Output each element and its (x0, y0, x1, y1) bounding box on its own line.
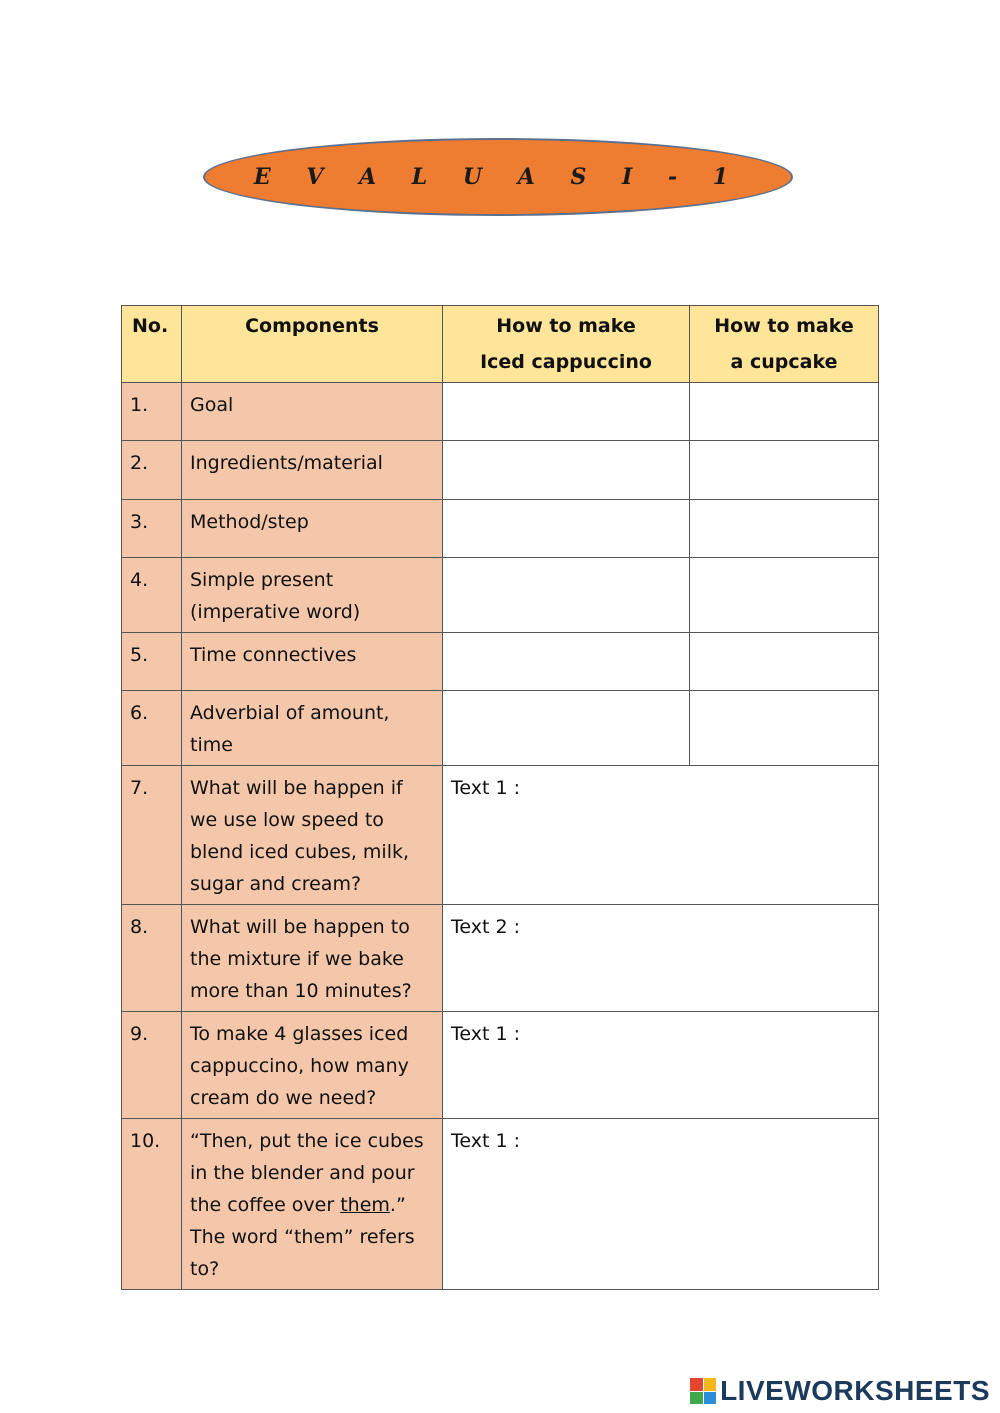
row-number: 9. (122, 1012, 182, 1119)
table-row (122, 500, 879, 558)
row-number: 3. (122, 500, 182, 558)
row-question (182, 1119, 443, 1290)
row-number: 6. (122, 691, 182, 766)
component-line2: (imperative word) (190, 601, 361, 623)
answer-cell-cupcake[interactable] (690, 383, 879, 441)
row-number: 8. (122, 905, 182, 1012)
header-col4-line1: How to make (714, 315, 854, 337)
table-header-row (122, 306, 879, 383)
header-no: No. (122, 306, 182, 383)
logo-square-yellow (704, 1378, 717, 1391)
answer-cell[interactable] (443, 905, 879, 1012)
row-component: Adverbial of amount, time (182, 691, 443, 766)
answer-cell[interactable] (443, 1119, 879, 1290)
row-component: Ingredients/material (182, 441, 443, 500)
header-cupcake (690, 306, 879, 383)
table-row (122, 1119, 879, 1290)
row-number: 1. (122, 383, 182, 441)
table-row (122, 905, 879, 1012)
question-underlined-word: them (340, 1194, 390, 1216)
answer-cell-cupcake[interactable] (690, 633, 879, 691)
table-row (122, 558, 879, 633)
answer-label: Text 1 : (451, 1023, 520, 1045)
row-component: Method/step (182, 500, 443, 558)
question-text-pre: “Then, put the ice cubes in the blender and pour the coffee over (190, 1130, 424, 1216)
row-number: 7. (122, 766, 182, 905)
row-component (182, 558, 443, 633)
answer-cell[interactable] (443, 1012, 879, 1119)
brand-name: LIVEWORKSHEETS (720, 1375, 990, 1406)
logo-icon (690, 1378, 716, 1404)
table-row (122, 633, 879, 691)
answer-cell-cupcake[interactable] (690, 500, 879, 558)
answer-cell-cupcake[interactable] (690, 441, 879, 500)
logo-square-green (690, 1392, 703, 1405)
table-row (122, 383, 879, 441)
row-question: To make 4 glasses iced cappuccino, how many cream do we need? (182, 1012, 443, 1119)
answer-cell-cappuccino[interactable] (443, 383, 690, 441)
answer-cell-cappuccino[interactable] (443, 558, 690, 633)
header-components: Components (182, 306, 443, 383)
answer-label: Text 1 : (451, 777, 520, 799)
logo-square-red (690, 1378, 703, 1391)
liveworksheets-logo (690, 1375, 990, 1407)
worksheet-title: E V A L U A S I - 1 (253, 164, 743, 190)
answer-label: Text 2 : (451, 916, 520, 938)
answer-cell-cupcake[interactable] (690, 558, 879, 633)
header-col4-line2: a cupcake (730, 351, 838, 373)
row-number: 2. (122, 441, 182, 500)
row-component: Goal (182, 383, 443, 441)
row-question: What will be happen if we use low speed to blend iced cubes, milk, sugar and cream? (182, 766, 443, 905)
answer-cell-cappuccino[interactable] (443, 500, 690, 558)
row-question: What will be happen to the mixture if we bake more than 10 minutes? (182, 905, 443, 1012)
answer-cell-cupcake[interactable] (690, 691, 879, 766)
row-number: 10. (122, 1119, 182, 1290)
logo-square-blue (704, 1392, 717, 1405)
header-col3-line1: How to make (496, 315, 636, 337)
row-component: Time connectives (182, 633, 443, 691)
title-banner (203, 138, 793, 216)
row-number: 4. (122, 558, 182, 633)
answer-cell-cappuccino[interactable] (443, 633, 690, 691)
table-row (122, 441, 879, 500)
header-iced-cappuccino (443, 306, 690, 383)
answer-cell-cappuccino[interactable] (443, 691, 690, 766)
table-row (122, 766, 879, 905)
answer-label: Text 1 : (451, 1130, 520, 1152)
answer-cell[interactable] (443, 766, 879, 905)
question-text-post: .” The word “them” refers to? (190, 1194, 415, 1280)
table-row (122, 691, 879, 766)
component-line1: Simple present (190, 569, 334, 591)
answer-cell-cappuccino[interactable] (443, 441, 690, 500)
table-row (122, 1012, 879, 1119)
header-col3-line2: Iced cappuccino (480, 351, 652, 373)
row-number: 5. (122, 633, 182, 691)
evaluation-table (121, 305, 879, 1290)
